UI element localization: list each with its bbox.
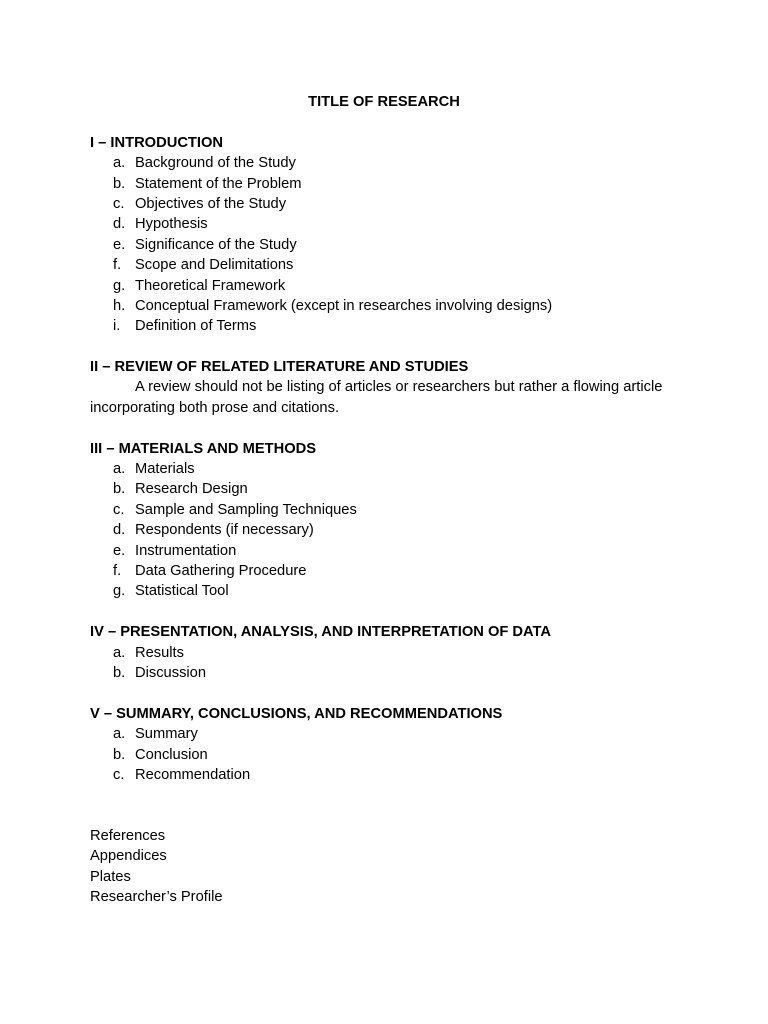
item-text: Results	[135, 644, 184, 661]
item-text: Definition of Terms	[135, 318, 257, 335]
section-review-of-literature	[90, 357, 690, 418]
item-letter: f.	[113, 257, 122, 274]
item-text: Discussion	[135, 664, 207, 681]
item-letter: h.	[113, 297, 126, 314]
section-materials-and-methods	[90, 439, 690, 602]
item-text: Significance of the Study	[135, 236, 297, 253]
item-text: Research Design	[135, 481, 248, 498]
item-letter: b.	[113, 746, 126, 763]
section-spacer	[90, 337, 690, 357]
section-summary-conclusions	[90, 704, 690, 786]
list-item	[90, 255, 690, 275]
back-matter	[90, 826, 690, 908]
item-letter: d.	[113, 522, 126, 539]
item-text: Conceptual Framework (except in researches involving designs)	[135, 297, 553, 314]
list-item	[90, 316, 690, 336]
item-text: Instrumentation	[135, 542, 237, 559]
list-item	[90, 276, 690, 296]
section-heading: I – INTRODUCTION	[90, 134, 224, 151]
list-item	[90, 500, 690, 520]
item-text: Statistical Tool	[135, 583, 229, 600]
document-page	[90, 92, 690, 908]
item-text: Materials	[135, 461, 195, 478]
item-text: Recommendation	[135, 766, 251, 783]
back-matter-item-researchers-profile: Researcher’s Profile	[90, 889, 223, 906]
section-spacer	[90, 602, 690, 622]
back-matter-item-plates: Plates	[90, 868, 131, 885]
item-letter: b.	[113, 664, 126, 681]
item-text: Sample and Sampling Techniques	[135, 501, 357, 518]
list-item	[90, 194, 690, 214]
item-text: Respondents (if necessary)	[135, 522, 314, 539]
section-heading: III – MATERIALS AND METHODS	[90, 440, 317, 457]
list-item	[90, 174, 690, 194]
item-letter: c.	[113, 501, 125, 518]
item-letter: i.	[113, 318, 121, 335]
list-item	[90, 724, 690, 744]
section-spacer	[90, 683, 690, 703]
item-letter: b.	[113, 175, 126, 192]
section-spacer	[90, 806, 690, 826]
list-item	[90, 459, 690, 479]
item-letter: e.	[113, 542, 126, 559]
section-heading: V – SUMMARY, CONCLUSIONS, AND RECOMMENDATIONS	[90, 705, 503, 722]
paragraph-line	[90, 377, 690, 397]
item-text: Hypothesis	[135, 216, 208, 233]
item-letter: g.	[113, 277, 126, 294]
section-introduction	[90, 133, 690, 337]
back-matter-item-references: References	[90, 828, 166, 845]
item-text: Statement of the Problem	[135, 175, 302, 192]
list-item	[90, 745, 690, 765]
list-item	[90, 561, 690, 581]
item-letter: b.	[113, 481, 126, 498]
item-letter: d.	[113, 216, 126, 233]
section-spacer	[90, 418, 690, 438]
item-text: Data Gathering Procedure	[135, 562, 307, 579]
list-item	[90, 214, 690, 234]
list-item	[90, 541, 690, 561]
section-presentation-analysis	[90, 622, 690, 683]
section-heading: II – REVIEW OF RELATED LITERATURE AND STUDIES	[90, 359, 469, 376]
list-item	[90, 643, 690, 663]
item-letter: a.	[113, 155, 126, 172]
list-item	[90, 765, 690, 785]
item-letter: g.	[113, 583, 126, 600]
item-letter: f.	[113, 562, 122, 579]
list-item	[90, 581, 690, 601]
item-letter: a.	[113, 726, 126, 743]
item-letter: a.	[113, 644, 126, 661]
list-item	[90, 663, 690, 683]
list-item	[90, 520, 690, 540]
item-letter: c.	[113, 195, 125, 212]
paragraph-text: A review should not be listing of articles or researchers but rather a flowing article	[135, 379, 663, 396]
item-text: Summary	[135, 726, 198, 743]
list-item	[90, 479, 690, 499]
item-text: Conclusion	[135, 746, 208, 763]
item-letter: c.	[113, 766, 125, 783]
document-title: TITLE OF RESEARCH	[308, 94, 460, 110]
item-text: Theoretical Framework	[135, 277, 286, 294]
back-matter-item-appendices: Appendices	[90, 848, 167, 865]
paragraph-line: incorporating both prose and citations.	[90, 399, 340, 416]
item-text: Background of the Study	[135, 155, 296, 172]
section-heading: IV – PRESENTATION, ANALYSIS, AND INTERPRETATION OF DATA	[90, 624, 552, 641]
item-letter: e.	[113, 236, 126, 253]
item-text: Scope and Delimitations	[135, 257, 294, 274]
list-item	[90, 296, 690, 316]
list-item	[90, 235, 690, 255]
item-letter: a.	[113, 461, 126, 478]
list-item	[90, 153, 690, 173]
item-text: Objectives of the Study	[135, 195, 287, 212]
section-spacer	[90, 785, 690, 805]
